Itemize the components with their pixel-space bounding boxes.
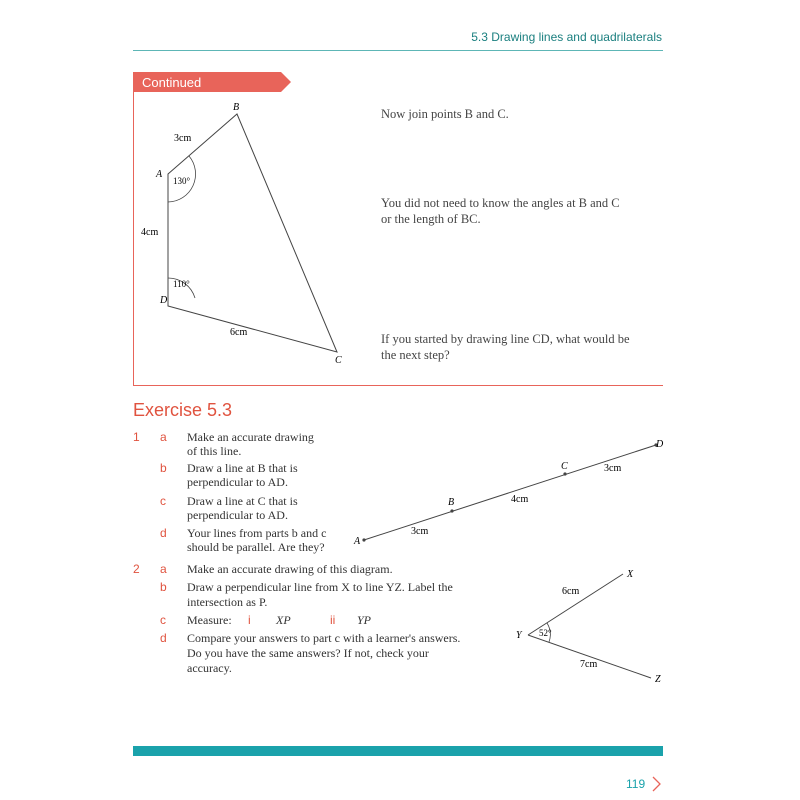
- angle-length-yz: 7cm: [580, 659, 598, 670]
- q1-part-a-letter: a: [160, 430, 167, 444]
- angle-length-yx: 6cm: [562, 586, 580, 597]
- q2-part-c-line1: Measure:: [187, 613, 232, 627]
- q2-part-c-sub-i-num: i: [248, 613, 251, 627]
- angle-label-d: 110°: [173, 279, 190, 289]
- length-label-ab: 3cm: [174, 133, 192, 144]
- question-2-number: 2: [133, 562, 140, 576]
- line-point-label-b: B: [448, 497, 455, 508]
- q2-part-d-line2: Do you have the same answers? If not, check your: [187, 646, 429, 660]
- angle-label-y: 52°: [539, 628, 552, 638]
- note-join-bc: Now join points B and C.: [381, 107, 509, 121]
- q1-part-c-line2: perpendicular to AD.: [187, 508, 288, 522]
- q1-part-d-letter: d: [160, 526, 167, 540]
- q2-part-d-line1: Compare your answers to part c with a learner's answers.: [187, 631, 461, 645]
- q1-part-d-line2: should be parallel. Are they?: [187, 540, 325, 554]
- length-label-dc: 6cm: [230, 327, 248, 338]
- line-point-label-a: A: [354, 536, 361, 547]
- q2-part-c-sub-ii-text: YP: [357, 613, 372, 627]
- angle-xyz-figure: [505, 565, 670, 690]
- q2-part-c-letter: c: [160, 613, 166, 627]
- line-yx: [528, 574, 623, 635]
- point-label-d: D: [160, 295, 168, 306]
- line-ad: [364, 445, 656, 540]
- line-yz: [528, 635, 651, 678]
- point-label-c: C: [335, 355, 342, 366]
- line-ad-figure: [350, 434, 670, 550]
- note-angles-line2: or the length of BC.: [381, 212, 481, 226]
- point-c-dot: [563, 472, 566, 475]
- q1-part-b-letter: b: [160, 461, 167, 475]
- line-length-bc: 4cm: [511, 494, 529, 505]
- q2-part-d-line3: accuracy.: [187, 661, 232, 675]
- quadrilateral-shape: [168, 114, 337, 352]
- point-label-a: A: [156, 169, 163, 180]
- quadrilateral-figure: [133, 95, 363, 375]
- line-point-label-c: C: [561, 461, 568, 472]
- angle-label-a: 130°: [173, 176, 191, 186]
- continued-tag: [133, 72, 291, 92]
- q1-part-a-line1: Make an accurate drawing: [187, 430, 314, 444]
- point-label-b: B: [233, 102, 240, 113]
- angle-point-label-z: Z: [655, 674, 661, 685]
- continued-label: Continued: [142, 75, 202, 90]
- q1-part-d-line1: Your lines from parts b and c: [187, 526, 327, 540]
- q1-part-c-letter: c: [160, 494, 166, 508]
- exercise-heading: Exercise 5.3: [133, 400, 233, 420]
- angle-point-label-y: Y: [516, 630, 522, 641]
- angle-point-label-x: X: [627, 569, 634, 580]
- q1-part-c-line1: Draw a line at C that is: [187, 494, 298, 508]
- running-header: 5.3 Drawing lines and quadrilaterals: [471, 30, 662, 44]
- point-b-dot: [450, 509, 453, 512]
- line-length-ab: 3cm: [411, 526, 429, 537]
- note-angles-line1: You did not need to know the angles at B and C: [381, 196, 620, 210]
- line-point-label-d: D: [656, 439, 664, 450]
- q2-part-a-line1: Make an accurate drawing of this diagram.: [187, 562, 393, 576]
- q1-part-b-line1: Draw a line at B that is: [187, 461, 298, 475]
- q1-part-b-line2: perpendicular to AD.: [187, 475, 288, 489]
- q2-part-c-sub-ii-num: ii: [330, 613, 336, 627]
- bottom-bar: [133, 746, 663, 756]
- page-number: 119: [626, 777, 646, 791]
- q2-part-a-letter: a: [160, 562, 167, 576]
- q2-part-c-sub-i-text: XP: [276, 613, 291, 627]
- q2-part-b-letter: b: [160, 580, 167, 594]
- q2-part-b-line2: intersection as P.: [187, 595, 268, 609]
- note-next-step-line2: the next step?: [381, 348, 450, 362]
- note-next-step-line1: If you started by drawing line CD, what would be: [381, 332, 630, 346]
- length-label-ad: 4cm: [141, 227, 159, 238]
- page-chevron-right-icon: [651, 776, 663, 792]
- point-a-dot: [362, 538, 365, 541]
- q1-part-a-line2: of this line.: [187, 444, 242, 458]
- header-rule: [133, 50, 663, 51]
- question-1-number: 1: [133, 430, 140, 444]
- q2-part-b-line1: Draw a perpendicular line from X to line YZ. Label the: [187, 580, 453, 594]
- line-length-cd: 3cm: [604, 463, 622, 474]
- q2-part-d-letter: d: [160, 631, 167, 645]
